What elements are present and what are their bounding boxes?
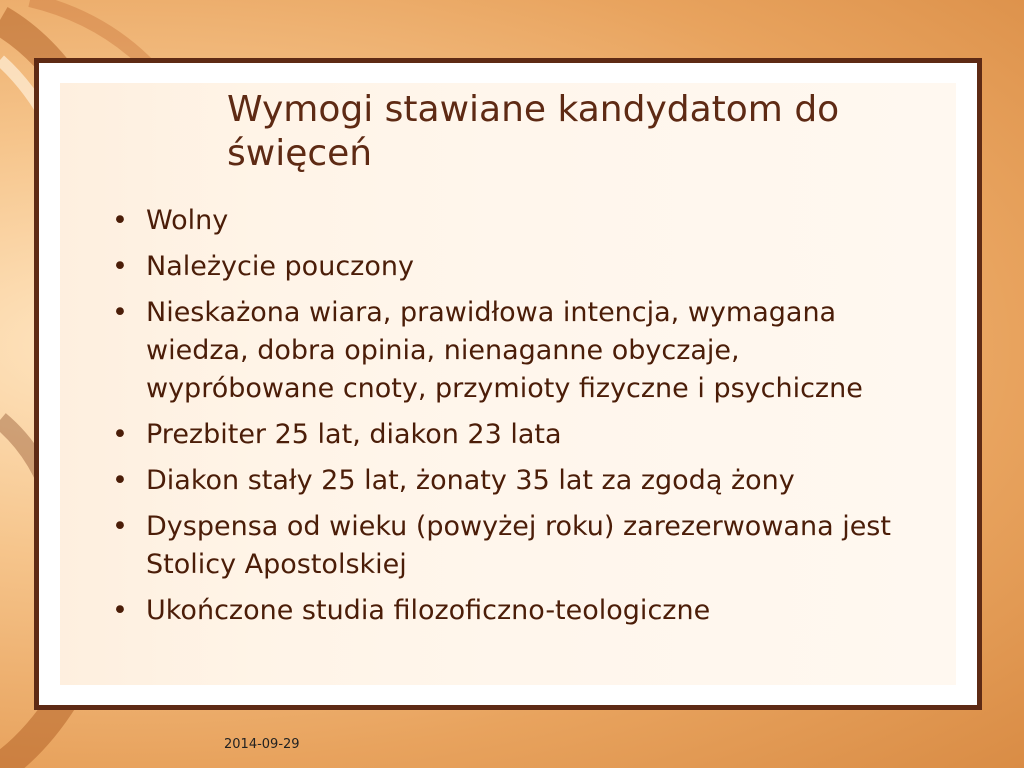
bullet-text: Wolny: [146, 205, 229, 236]
bullet-text: Ukończone studia filozoficzno-teologiczne: [146, 595, 711, 626]
bullet-dot: •: [112, 465, 128, 496]
bullet-dot: •: [112, 297, 128, 328]
bullet-dot: •: [112, 251, 128, 282]
bullet-list: [112, 202, 912, 638]
bullet-item: [112, 462, 912, 500]
bullet-dot: •: [112, 419, 128, 450]
bullet-item: [112, 294, 912, 408]
bullet-text: Nieskażona wiara, prawidłowa intencja, wymagana wiedza, dobra opinia, nienaganne obyczaje, wypróbowane cnoty, przymioty fizyczne i psychiczne: [146, 297, 863, 404]
bullet-item: [112, 202, 912, 240]
bullet-text: Prezbiter 25 lat, diakon 23 lata: [146, 419, 562, 450]
bullet-text: Diakon stały 25 lat, żonaty 35 lat za zgodą żony: [146, 465, 795, 496]
slide-title: Wymogi stawiane kandydatom do święceń: [227, 89, 840, 174]
bullet-dot: •: [112, 511, 128, 542]
bullet-item: [112, 592, 912, 630]
bullet-dot: •: [112, 205, 128, 236]
bullet-item: [112, 248, 912, 286]
bullet-text: Należycie pouczony: [146, 251, 414, 282]
bullet-text: Dyspensa od wieku (powyżej roku) zarezerwowana jest Stolicy Apostolskiej: [146, 511, 891, 580]
bullet-item: [112, 508, 912, 584]
bullet-dot: •: [112, 595, 128, 626]
bullet-item: [112, 416, 912, 454]
slide-date: 2014-09-29: [224, 737, 300, 752]
